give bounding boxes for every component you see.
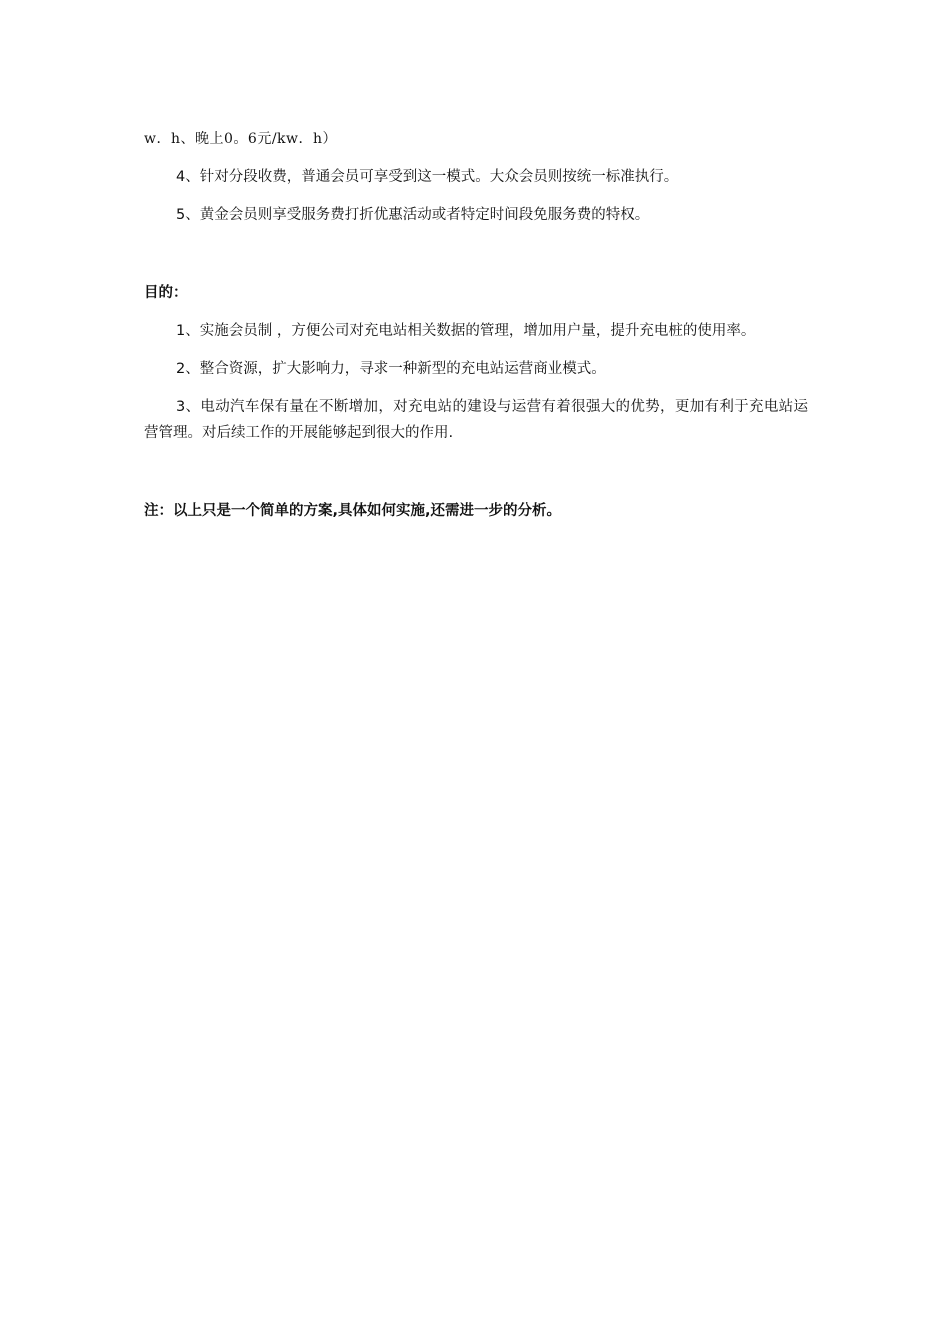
purpose-item-2: 2、整合资源，扩大影响力，寻求一种新型的充电站运营商业模式。	[176, 361, 606, 377]
purpose-item-3: 3、电动汽车保有量在不断增加，对充电站的建设与运营有着很强大的优势，更加有利于充电站运营管理。对后续工作的开展能够起到很大的作用.	[144, 399, 808, 441]
item-5: 5、黄金会员则享受服务费打折优惠活动或者特定时间段免服务费的特权。	[176, 207, 650, 223]
continuation-line: w．h、晚上0。6元/kw．h）	[144, 131, 338, 147]
item-4: 4、针对分段收费，普通会员可享受到这一模式。大众会员则按统一标准执行。	[176, 169, 679, 185]
purpose-item-1: 1、实施会员制 ，方便公司对充电站相关数据的管理，增加用户量，提升充电桩的使用率。	[176, 323, 756, 339]
note-text: 注：以上只是一个简单的方案,具体如何实施,还需进一步的分析。	[144, 503, 562, 519]
purpose-heading: 目的：	[144, 285, 188, 301]
document-body	[144, 126, 808, 524]
